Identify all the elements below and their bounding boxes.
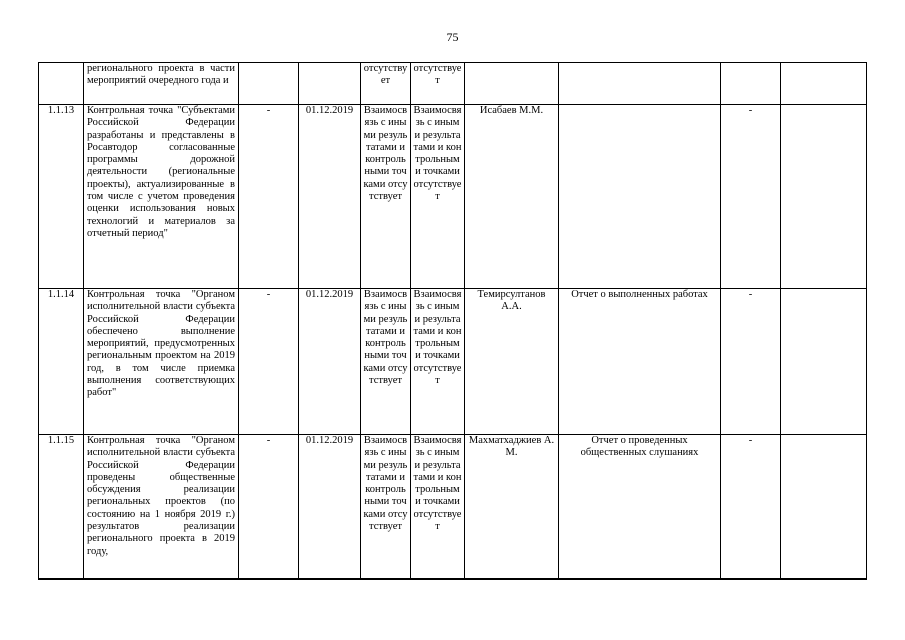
responsible-person: Темирсултанов А.А.: [465, 289, 559, 435]
successor-link: Взаимосвязь с иными результатами и контрольными точками отсутствует: [411, 435, 465, 579]
successor-link: Взаимосвязь с иными результатами и контрольными точками отсутствует: [411, 105, 465, 289]
successor-link: отсутствует: [411, 63, 465, 105]
start-date: -: [239, 435, 299, 579]
result-document: Отчет о выполненных работах: [559, 289, 721, 435]
control-level: -: [721, 105, 781, 289]
control-point-name: Контрольная точка "Органом исполнительной власти субъекта Российской Федерации обеспечено выполнение мероприятий, предусмотренных региональным проектом на 2019 год, в том числе приемка выполнения соответствующих работ": [84, 289, 239, 435]
result-document: [559, 105, 721, 289]
successor-link: Взаимосвязь с иными результатами и контрольными точками отсутствует: [411, 289, 465, 435]
end-date: 01.12.2019: [299, 435, 361, 579]
row-number: 1.1.14: [39, 289, 84, 435]
extra-cell: [781, 435, 867, 579]
row-number: 1.1.15: [39, 435, 84, 579]
start-date: [239, 63, 299, 105]
control-point-name: Контрольная точка "Органом исполнительной власти субъекта Российской Федерации проведены общественные обсуждения реализации региональных проектов (по состоянию на 1 ноября 2019 г.) результатов реализации регионального проекта в 2019 году,: [84, 435, 239, 579]
result-document: Отчет о проведенных общественных слушаниях: [559, 435, 721, 579]
table-row: [39, 63, 867, 105]
end-date: [299, 63, 361, 105]
control-point-name: регионального проекта в части мероприятий очередного года и: [84, 63, 239, 105]
table-row: [39, 289, 867, 435]
predecessor-link: Взаимосвязь с иными результатами и контрольными точками отсутствует: [361, 105, 411, 289]
responsible-person: [465, 63, 559, 105]
predecessor-link: Взаимосвязь с иными результатами и контрольными точками отсутствует: [361, 289, 411, 435]
control-level: -: [721, 289, 781, 435]
table-row: [39, 435, 867, 579]
start-date: -: [239, 289, 299, 435]
row-number: 1.1.13: [39, 105, 84, 289]
responsible-person: Махматхаджиев А.М.: [465, 435, 559, 579]
end-date: 01.12.2019: [299, 289, 361, 435]
end-date: 01.12.2019: [299, 105, 361, 289]
result-document: [559, 63, 721, 105]
start-date: -: [239, 105, 299, 289]
extra-cell: [781, 63, 867, 105]
table-row: [39, 105, 867, 289]
page-number: 75: [446, 30, 459, 44]
predecessor-link: отсутствует: [361, 63, 411, 105]
responsible-person: Исабаев М.М.: [465, 105, 559, 289]
control-level: [721, 63, 781, 105]
extra-cell: [781, 289, 867, 435]
row-number: [39, 63, 84, 105]
control-points-table: [38, 62, 867, 580]
control-point-name: Контрольная точка "Субъектами Российской Федерации разработаны и представлены в Росавтодор согласованные программы дорожной деятельности (региональные проекты), актуализированные в том числе с учетом проведения оценки использования новых технологий и материалов за отчетный период": [84, 105, 239, 289]
control-level: -: [721, 435, 781, 579]
predecessor-link: Взаимосвязь с иными результатами и контрольными точками отсутствует: [361, 435, 411, 579]
extra-cell: [781, 105, 867, 289]
